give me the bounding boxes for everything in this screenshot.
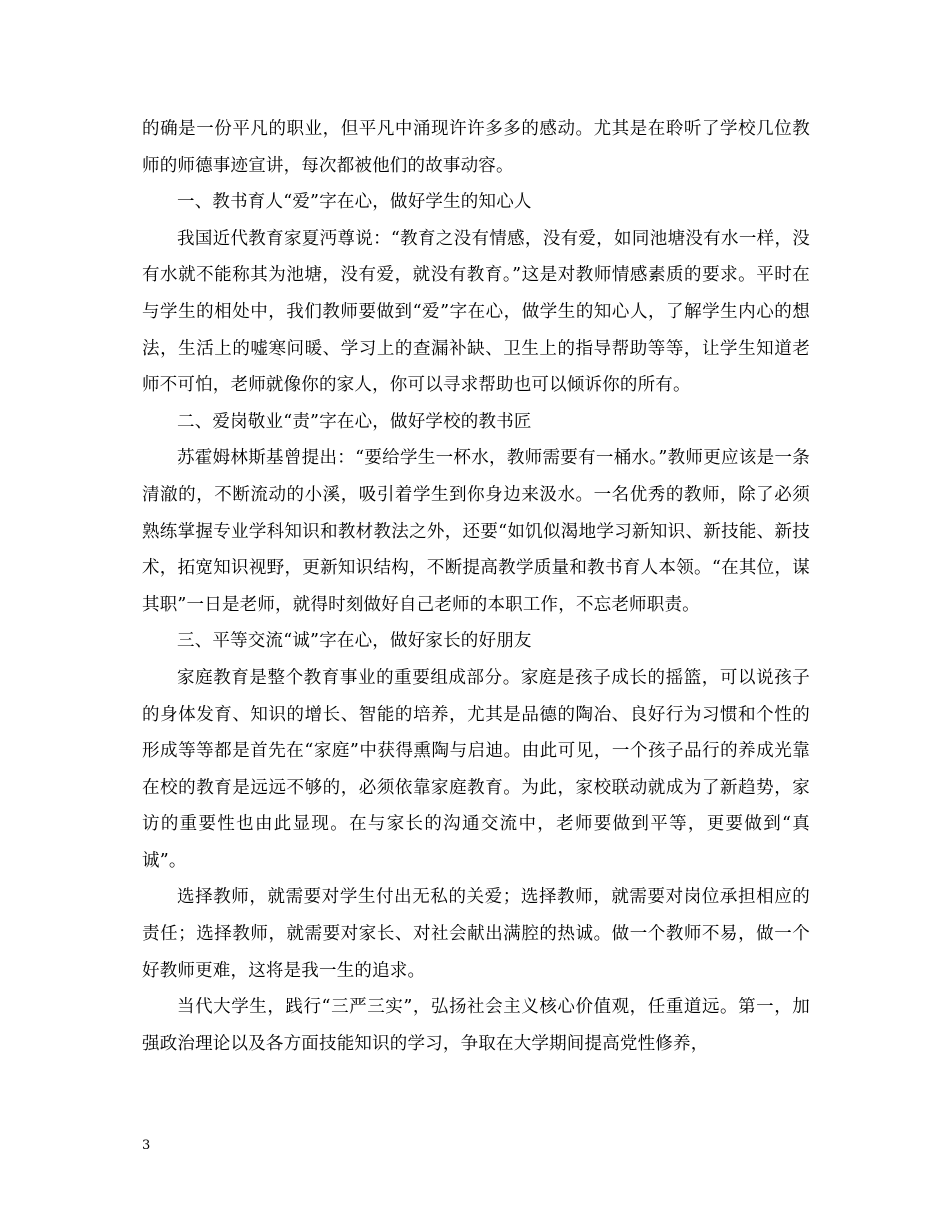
section-heading-responsibility: 二、爱岗敬业“责”字在心，做好学校的教书匠 bbox=[177, 411, 532, 432]
section-heading-love: 一、教书育人“爱”字在心，做好学生的知心人 bbox=[177, 192, 532, 213]
paragraph-intro: 的确是一份平凡的职业，但平凡中涌现许许多多的感动。尤其是在聆听了学校几位教师的师德事迹宣讲，每次都被他们的故事动容。 bbox=[142, 119, 810, 176]
paragraph-responsibility: 苏霍姆林斯基曾提出：“要给学生一杯水，教师需要有一桶水。”教师更应该是一条清澈的，不断流动的小溪，吸引着学生到你身边来汲水。一名优秀的教师，除了必须熟练掌握专业学科知识和教材教法之外，还要“如饥似渴地学习新知识、新技能、新技术，拓宽知识视野，更新知识结构，不断提高教学质量和教书育人本领。“在其位，谋其职”一日是老师，就得时刻做好自己老师的本职工作，不忘老师职责。 bbox=[142, 448, 810, 615]
page-number: 3 bbox=[142, 1138, 151, 1153]
paragraph-sincerity: 家庭教育是整个教育事业的重要组成部分。家庭是孩子成长的摇篮，可以说孩子的身体发育、知识的增长、智能的培养，尤其是品德的陶冶、良好行为习惯和个性的形成等等都是首先在“家庭”中获得熏陶与启迪。由此可见，一个孩子品行的养成光靠在校的教育是远远不够的，必须依靠家庭教育。为此，家校联动就成为了新趋势，家访的重要性也由此显现。在与家长的沟通交流中，老师要做到平等，更要做到“真诚”。 bbox=[142, 667, 810, 871]
paragraph-love: 我国近代教育家夏沔尊说：“教育之没有情感，没有爱，如同池塘没有水一样，没有水就不能称其为池塘，没有爱，就没有教育。”这是对教师情感素质的要求。平时在与学生的相处中，我们教师要做到“爱”字在心，做学生的知心人，了解学生内心的想法，生活上的嘘寒问暖、学习上的查漏补缺、卫生上的指导帮助等等，让学生知道老师不可怕，老师就像你的家人，你可以寻求帮助也可以倾诉你的所有。 bbox=[142, 228, 810, 396]
paragraph-conclusion: 选择教师，就需要对学生付出无私的关爱；选择教师，就需要对岗位承担相应的责任；选择教师，就需要对家长、对社会献出满腔的热诚。做一个教师不易，做一个好教师更难，这将是我一生的追求。 bbox=[142, 887, 810, 981]
section-heading-sincerity: 三、平等交流“诚”字在心，做好家长的好朋友 bbox=[177, 631, 532, 652]
paragraph-students: 当代大学生，践行“三严三实”，弘扬社会主义核心价值观，任重道远。第一，加强政治理论以及各方面技能知识的学习，争取在大学期间提高党性修养， bbox=[142, 997, 810, 1054]
body-text bbox=[142, 111, 810, 1062]
